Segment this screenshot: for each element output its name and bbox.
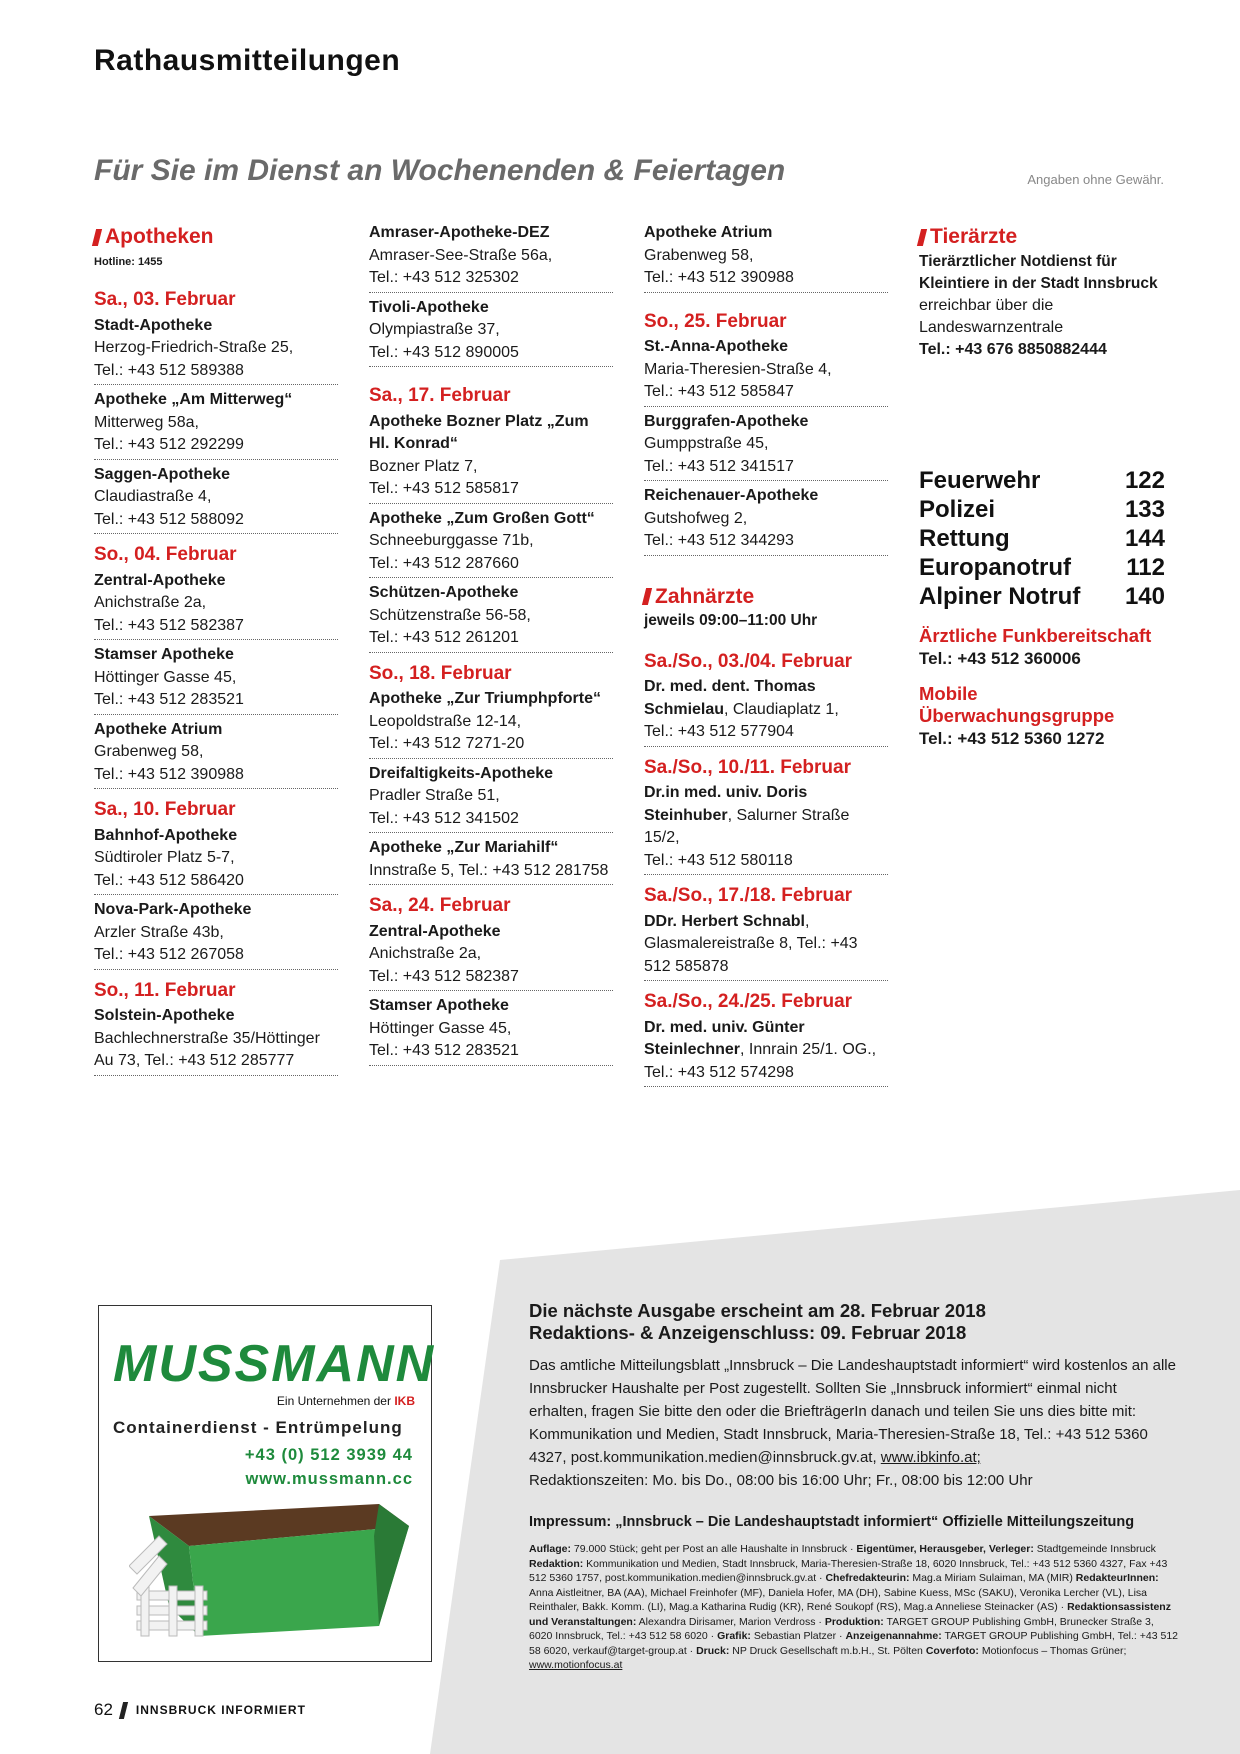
- pharmacy-entry: [369, 297, 613, 368]
- date-heading: Sa., 24. Februar: [369, 895, 511, 916]
- dentist-entry: [644, 1017, 888, 1088]
- impressum-label: Eigentümer, Herausgeber, Verleger:: [856, 1543, 1034, 1555]
- dentist-hours: jeweils 09:00–11:00 Uhr: [644, 612, 818, 629]
- impressum-body: [529, 1542, 1179, 1673]
- pharmacy-entry: [94, 389, 338, 460]
- pharmacy-name: Stadt-Apotheke: [94, 316, 213, 334]
- pharmacy-name: Apotheke „Am Mitterweg“: [94, 391, 293, 408]
- pharmacy-name: Apotheke „Zum Großen Gott“: [369, 509, 595, 527]
- emergency-label: Feuerwehr: [919, 467, 1041, 494]
- impressum-label: Grafik:: [717, 1630, 751, 1642]
- info-body: [529, 1354, 1179, 1492]
- emergency-row: [919, 582, 1165, 611]
- pharmacy-detail: Höttinger Gasse 45,: [369, 1019, 512, 1037]
- pharmacy-name: Stamser Apotheke: [369, 997, 509, 1014]
- pharmacy-detail: Leopoldstraße 12-14,: [369, 712, 522, 730]
- dentist-phone: Tel.: +43 512 580118: [644, 851, 793, 869]
- pharmacy-name: Schützen-Apotheke: [369, 584, 519, 601]
- pharmacy-detail: Tel.: +43 512 341517: [644, 457, 794, 475]
- pharmacy-name: Stamser Apotheke: [94, 646, 234, 663]
- pharmacy-entry: [94, 464, 338, 535]
- impressum-label: Anzeigenannahme:: [845, 1630, 942, 1642]
- footer-slash-icon: [119, 1702, 128, 1719]
- page-title: Rathausmitteilungen: [94, 44, 401, 77]
- red-slash-icon: [917, 229, 927, 246]
- column-3: [644, 222, 888, 1091]
- funk-phone: Tel.: +43 512 360006: [919, 649, 1081, 668]
- impressum-heading: Impressum: „Innsbruck – Die Landeshauptstadt informiert“ Offizielle Mitteilungszeitung: [529, 1514, 1135, 1530]
- pharmacy-name: Bahnhof-Apotheke: [94, 826, 238, 844]
- pharmacy-name: Dreifaltigkeits-Apotheke: [369, 764, 554, 782]
- pharmacy-detail: Tel.: +43 512 325302: [369, 269, 519, 286]
- ad-phone: +43 (0) 512 3939 44: [244, 1446, 413, 1464]
- emergency-row: [919, 553, 1165, 582]
- mobile-title: Mobile Überwachungsgruppe: [919, 683, 1115, 726]
- red-slash-icon: [92, 229, 102, 246]
- pharmacy-detail: Innstraße 5, Tel.: +43 512 281758: [369, 861, 609, 879]
- hotline: Hotline: 1455: [94, 255, 163, 268]
- date-heading: Sa., 17. Februar: [369, 385, 511, 406]
- zahnaerzte-heading: [644, 586, 888, 609]
- next-issue-heading: Die nächste Ausgabe erscheint am 28. Februar 2018: [529, 1300, 986, 1321]
- pharmacy-detail: Tel.: +43 512 582387: [369, 967, 519, 985]
- pharmacy-detail: Südtiroler Platz 5-7,: [94, 849, 235, 866]
- funk-title: Ärztliche Funkbereitschaft: [919, 625, 1152, 646]
- emergency-label: Polizei: [919, 496, 996, 523]
- pharmacy-detail: Au 73, Tel.: +43 512 285777: [94, 1052, 295, 1069]
- dentist-entry: [644, 911, 888, 982]
- dentist-name: DDr. Herbert Schnabl: [644, 912, 805, 930]
- dentist-name: Dr.in med. univ. Doris Steinhuber: [644, 784, 808, 824]
- pharmacy-entry: [644, 336, 888, 407]
- pharmacy-detail: Claudiastraße 4,: [94, 488, 212, 505]
- pharmacy-detail: Tel.: +43 512 585817: [369, 480, 519, 497]
- emergency-number: 133: [1124, 496, 1165, 523]
- mobile-phone: Tel.: +43 512 5360 1272: [919, 729, 1105, 748]
- pharmacy-detail: Amraser-See-Straße 56a,: [369, 246, 553, 264]
- zahnaerzte-title: Zahnärzte: [655, 584, 755, 608]
- pharmacy-entry: [644, 485, 888, 556]
- footer-label: INNSBRUCK INFORMIERT: [135, 1703, 306, 1717]
- pharmacy-name: Apotheke Atrium: [644, 224, 773, 241]
- pharmacy-detail: Tel.: +43 512 586420: [94, 871, 244, 889]
- tieraerzte-title: Tierärzte: [930, 225, 1018, 248]
- column-1: [94, 222, 338, 1080]
- pharmacy-entry: [94, 719, 338, 790]
- dentist-date: Sa./So., 17./18. Februar: [644, 885, 853, 906]
- pharmacy-entry: [369, 995, 613, 1066]
- vet-phone: Tel.: +43 676 8850882444: [919, 340, 1107, 358]
- pharmacy-detail: Bozner Platz 7,: [369, 457, 478, 475]
- pharmacy-detail: Bachlechnerstraße 35/Höttinger: [94, 1029, 320, 1047]
- pharmacy-detail: Schützenstraße 56-58,: [369, 606, 531, 624]
- pharmacy-entry: [369, 411, 613, 504]
- impressum-text: Stadtgemeinde Innsbruck: [1033, 1543, 1156, 1555]
- emergency-label: Rettung: [919, 525, 1010, 552]
- tieraerzte-heading: [919, 226, 1165, 249]
- dentist-phone: Tel.: +43 512 577904: [644, 723, 794, 740]
- pharmacy-detail: Anichstraße 2a,: [369, 945, 482, 962]
- pharmacy-detail: Tel.: +43 512 390988: [94, 765, 244, 783]
- impressum-label: Produktion:: [824, 1615, 884, 1628]
- impressum-text: TARGET GROUP Publishing GmbH, Brunecker Straße 3, 6020 Innsbruck, Tel.: +43 512 58 6020 ·: [529, 1615, 1154, 1642]
- pharmacy-entry: [94, 899, 338, 970]
- pharmacy-entry: [94, 1005, 338, 1076]
- dentist-address: , Salurner Straße 15/2,: [644, 806, 850, 846]
- pharmacy-detail: Tel.: +43 512 283521: [94, 691, 244, 708]
- emergency-row: [919, 495, 1165, 524]
- dentist-detail: [644, 782, 888, 850]
- pharmacy-entry: [644, 411, 888, 482]
- impressum-text: Motionfocus – Thomas Grüner;: [978, 1644, 1127, 1657]
- pharmacy-name: Zentral-Apotheke: [369, 922, 501, 940]
- pharmacy-detail: Tel.: +43 512 287660: [369, 554, 519, 572]
- container-illustration: [129, 1496, 419, 1656]
- pharmacy-name: Saggen-Apotheke: [94, 465, 231, 483]
- pharmacy-name: Nova-Park-Apotheke: [94, 901, 252, 918]
- impressum-text: 79.000 Stück; geht per Post an alle Haushalte in Innsbruck ·: [571, 1543, 857, 1555]
- pharmacy-name: Tivoli-Apotheke: [369, 298, 489, 316]
- emergency-row: [919, 466, 1165, 495]
- ad-parent-company: [277, 1394, 415, 1408]
- pharmacy-entry: [369, 222, 613, 293]
- pharmacy-detail: Tel.: +43 512 582387: [94, 616, 244, 634]
- vet-service: Tierärztlicher Notdienst für Kleintiere in der Stadt Innsbruck: [919, 252, 1158, 292]
- pharmacy-detail: Tel.: +43 512 283521: [369, 1042, 519, 1059]
- emergency-numbers: [919, 466, 1165, 749]
- impressum-text: Alexandra Dirisamer, Marion Verdross ·: [636, 1615, 825, 1628]
- pharmacy-name: Apotheke „Zur Triumphpforte“: [369, 690, 601, 707]
- ad-logo: MUSSMANN: [113, 1335, 436, 1393]
- section-subtitle: Für Sie im Dienst an Wochenenden & Feiertagen: [94, 154, 786, 187]
- motionfocus-link[interactable]: www.motionfocus.at: [529, 1659, 623, 1671]
- dentist-address: , Claudiaplatz 1,: [724, 700, 839, 718]
- date-heading: Sa., 10. Februar: [94, 799, 236, 820]
- ibkinfo-link[interactable]: www.ibkinfo.at;: [880, 1449, 981, 1466]
- pharmacy-name: Burggrafen-Apotheke: [644, 412, 809, 430]
- impressum-parts: [529, 1543, 1178, 1657]
- pharmacy-detail: Anichstraße 2a,: [94, 594, 207, 611]
- date-heading: So., 18. Februar: [369, 662, 512, 684]
- emergency-number: 144: [1124, 525, 1165, 552]
- info-text: Das amtliche Mitteilungsblatt „Innsbruck – Die Landeshauptstadt informiert“ wird kostenlos an alle Innsbrucker Haushalte per Post zugestellt. Sollten Sie „Innsbruck informiert“ einmal nicht erhalten, fragen Sie bitte den oder die BriefträgerIn danach und teilen Sie uns dies bitte mit: Kommunikation und Medien, Stadt Innsbruck, Maria-Theresien-Straße 18, Tel.: +43 512 5360 4327, post.kommunikation.medien@innsbruck.gv.at,: [529, 1357, 1176, 1466]
- impressum-text: NP Druck Gesellschaft m.b.H., St. Pölten: [729, 1644, 926, 1657]
- impressum-text: Kommunikation und Medien, Stadt Innsbruck, Maria-Theresien-Straße 18, 6020 Innsbruck, Tel.: +43 512 5360 4327, Fax +43 512 5360 1757, post.kommunikation.medien@innsbruck.gv.at ·: [529, 1557, 1168, 1584]
- pharmacy-detail: Tel.: +43 512 344293: [644, 532, 794, 549]
- pharmacy-detail: Grabenweg 58,: [644, 246, 754, 264]
- pharmacy-detail: Herzog-Friedrich-Straße 25,: [94, 339, 294, 356]
- page-number: 62: [94, 1700, 113, 1719]
- pharmacy-entry: [369, 688, 613, 759]
- impressum-text: Sebastian Platzer ·: [750, 1630, 846, 1642]
- date-heading: Sa., 03. Februar: [94, 289, 236, 310]
- pharmacy-detail: Olympiastraße 37,: [369, 321, 500, 338]
- pharmacy-name: St.-Anna-Apotheke: [644, 338, 788, 355]
- red-slash-icon: [642, 588, 652, 605]
- dentist-name: Dr. med. dent. Thomas Schmielau: [644, 678, 816, 718]
- pharmacy-detail: Pradler Straße 51,: [369, 787, 500, 804]
- pharmacy-name: Apotheke „Zur Mariahilf“: [369, 839, 559, 856]
- pharmacy-entry: [94, 644, 338, 715]
- pharmacy-entry: [369, 763, 613, 834]
- emergency-label: Alpiner Notruf: [919, 583, 1081, 610]
- emergency-list: [919, 466, 1165, 611]
- pharmacy-list-1: [94, 289, 338, 1076]
- pharmacy-entry: [94, 825, 338, 896]
- page-footer: [94, 1700, 306, 1720]
- pharmacy-entry: [369, 837, 613, 885]
- dentist-entry: [644, 782, 888, 875]
- impressum-label: Redaktion:: [529, 1557, 584, 1570]
- dentist-date: Sa./So., 03./04. Februar: [644, 650, 853, 672]
- pharmacy-entry: [644, 222, 888, 293]
- pharmacy-name: Zentral-Apotheke: [94, 571, 226, 589]
- dentist-detail: [644, 1017, 888, 1062]
- vet-reach: erreichbar über die Landeswarnzentrale: [919, 296, 1064, 336]
- pharmacy-detail: Höttinger Gasse 45,: [94, 668, 237, 686]
- deadline-heading: Redaktions- & Anzeigenschluss: 09. Februar 2018: [529, 1322, 967, 1343]
- date-heading: So., 11. Februar: [94, 979, 236, 1001]
- impressum-label: Redaktionsassistenz und Veranstaltungen:: [529, 1601, 1171, 1628]
- info-hours: Redaktionszeiten: Mo. bis Do., 08:00 bis 16:00 Uhr; Fr., 08:00 bis 12:00 Uhr: [529, 1472, 1033, 1489]
- pharmacy-name: Amraser-Apotheke-DEZ: [369, 224, 550, 241]
- impressum-text: TARGET GROUP Publishing GmbH, Tel.: +43 512 58 6020, verkauf@target-group.at ·: [529, 1630, 1178, 1657]
- pharmacy-list-3: [644, 311, 888, 556]
- dentist-phone: Tel.: +43 512 574298: [644, 1063, 794, 1081]
- emergency-number: 112: [1126, 554, 1165, 581]
- pharmacy-detail: Tel.: +43 512 585847: [644, 383, 794, 400]
- pharmacy-detail: Tel.: +43 512 390988: [644, 269, 794, 286]
- pharmacy-detail: Tel.: +43 512 589388: [94, 361, 244, 379]
- pharmacy-detail: Tel.: +43 512 588092: [94, 510, 244, 528]
- ad-service: Containerdienst - Entrümpelung: [113, 1418, 403, 1437]
- ad-ikb-logo: IKB: [394, 1394, 415, 1408]
- pharmacy-entry: [94, 315, 338, 386]
- dentist-list: [644, 651, 888, 1088]
- pharmacy-detail: Grabenweg 58,: [94, 743, 204, 760]
- impressum-label: Druck:: [696, 1644, 730, 1657]
- impressum-label: Auflage:: [529, 1543, 571, 1555]
- pharmacy-detail: Tel.: +43 512 267058: [94, 946, 244, 963]
- ad-website[interactable]: www.mussmann.cc: [245, 1470, 413, 1488]
- pharmacy-entry: [94, 570, 338, 641]
- impressum-label: Chefredakteurin:: [825, 1572, 910, 1584]
- pharmacy-detail: Schneeburggasse 71b,: [369, 532, 534, 549]
- pharmacy-entry: [369, 508, 613, 579]
- disclaimer: Angaben ohne Gewähr.: [1027, 172, 1164, 187]
- pharmacy-entry: [369, 921, 613, 992]
- date-heading: So., 25. Februar: [644, 310, 787, 332]
- dentist-date: Sa./So., 10./11. Februar: [644, 756, 851, 778]
- pharmacy-name: Solstein-Apotheke: [94, 1007, 235, 1024]
- impressum-label: RedakteurInnen:: [1075, 1572, 1159, 1584]
- impressum-label: Coverfoto:: [925, 1644, 979, 1657]
- pharmacy-list-2: [369, 385, 613, 1066]
- emergency-number: 140: [1124, 583, 1165, 610]
- dentist-name: Dr. med. univ. Günter Steinlechner: [644, 1018, 805, 1058]
- pharmacy-detail: Mitterweg 58a,: [94, 413, 199, 431]
- impressum-text: Anna Aistleitner, BA (AA), Michael Freinhofer (MF), Daniela Hofer, MA (DH), Sabine Kuess, MSc (SAKU), Veronika Lercher (VL), Lisa Reinthaler, Bakk. Komm. (LI), Mag.a Katharina Rudig (KR), René Soukopf (RS), Mag.a Anneliese Steinacker (AS) ·: [529, 1586, 1147, 1613]
- mussmann-advertisement[interactable]: [98, 1305, 436, 1662]
- pharmacy-name: Reichenauer-Apotheke: [644, 487, 819, 504]
- pharmacy-detail: Arzler Straße 43b,: [94, 923, 224, 941]
- pharmacy-continuation-2: [369, 222, 613, 367]
- pharmacy-detail: Tel.: +43 512 292299: [94, 436, 244, 453]
- pharmacy-detail: Gumppstraße 45,: [644, 435, 769, 452]
- ad-sub-prefix: Ein Unternehmen der: [276, 1394, 391, 1408]
- pharmacy-entry: [369, 582, 613, 653]
- impressum-text: Mag.a Miriam Sulaiman, MA (MIR): [909, 1572, 1076, 1584]
- pharmacy-name: Apotheke Bozner Platz „Zum Hl. Konrad“: [369, 412, 589, 452]
- dentist-detail: [644, 911, 888, 979]
- emergency-number: 122: [1124, 467, 1165, 494]
- dentist-address: , Innrain 25/1. OG.,: [740, 1041, 877, 1058]
- emergency-row: [919, 524, 1165, 553]
- pharmacy-detail: Tel.: +43 512 341502: [369, 809, 519, 827]
- pharmacy-detail: Tel.: +43 512 261201: [369, 629, 519, 646]
- dentist-detail: [644, 676, 888, 721]
- date-heading: So., 04. Februar: [94, 544, 237, 565]
- column-2: [369, 222, 613, 1070]
- pharmacy-name: Apotheke Atrium: [94, 720, 223, 738]
- dentist-entry: [644, 676, 888, 747]
- pharmacy-detail: Tel.: +43 512 890005: [369, 343, 519, 361]
- apotheken-heading: [94, 226, 338, 249]
- dentist-date: Sa./So., 24./25. Februar: [644, 991, 853, 1012]
- column-4: [919, 222, 1165, 361]
- publication-info: [529, 1300, 1179, 1673]
- apotheken-title: Apotheken: [105, 225, 214, 248]
- emergency-label: Europanotruf: [919, 554, 1071, 581]
- pharmacy-detail: Gutshofweg 2,: [644, 509, 748, 527]
- pharmacy-detail: Maria-Theresien-Straße 4,: [644, 360, 832, 378]
- pharmacy-continuation-3: [644, 222, 888, 293]
- pharmacy-detail: Tel.: +43 512 7271-20: [369, 735, 525, 752]
- dentist-address: , Glasmalereistraße 8, Tel.: +43 512 585878: [644, 912, 858, 975]
